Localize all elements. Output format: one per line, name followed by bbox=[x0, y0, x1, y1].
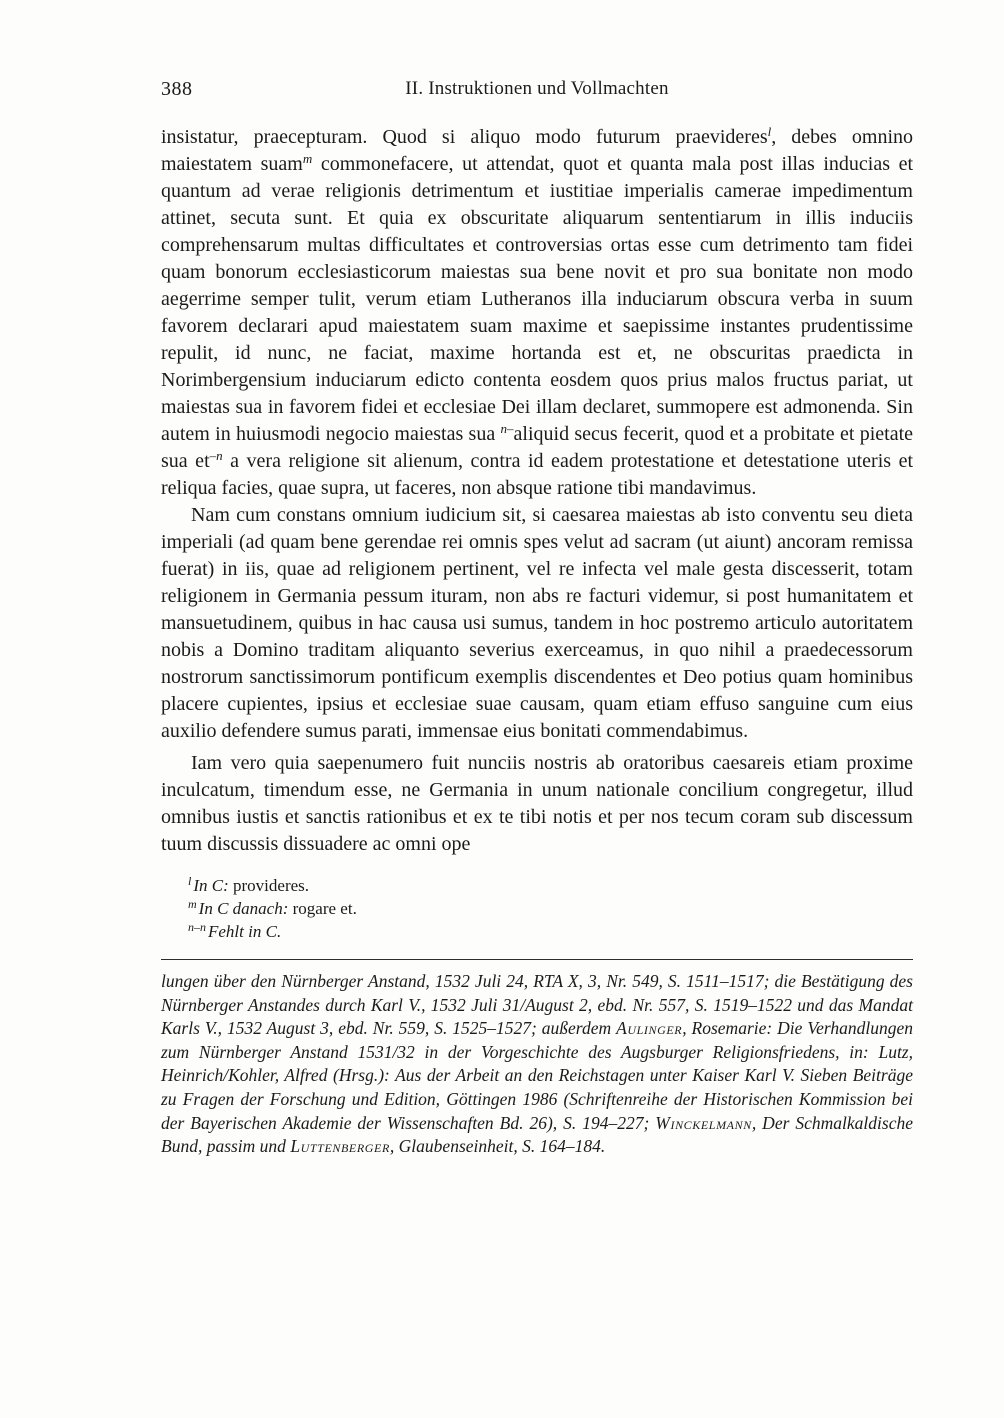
apparatus-note-m bbox=[188, 897, 913, 920]
main-text bbox=[161, 124, 913, 858]
paragraph-1 bbox=[161, 124, 913, 502]
note-source: Fehlt in C. bbox=[208, 922, 282, 941]
text-run: , debes omnino maiestatem suam bbox=[161, 126, 913, 175]
running-title: II. Instruktionen und Vollmachten bbox=[405, 78, 669, 99]
note-ref-l: l bbox=[767, 124, 772, 139]
text-run: insistatur, praecepturam. Quod si aliquo modo futurum praevideres bbox=[161, 126, 768, 148]
footnote-run: lungen über den Nürnberger Anstand, 1532 Juli 24, RTA X, 3, Nr. 549, S. 1511–1517; die Bestätigung des Nürnberger Anstandes durch Karl V., 1532 Juli 31/August 2, ebd. Nr. 557, S. 1519–1522 und das Mandat Karls V., 1532 August 3, ebd. Nr. 559, S. 1525–1527; außerdem bbox=[161, 971, 913, 1039]
footnote-run: , Rosemarie: Die Verhandlungen zum Nürnberger Anstand 1531/32 in der Vorgeschichte des Augsburger Religionsfriedens, in: Lutz, Heinrich/Kohler, Alfred (Hrsg.): Aus der Arbeit an den Reichstagen unter Kaiser Karl V. Sieben Beiträge zu Fragen der Forschung und Edition, Göttingen 1986 (Schriftenreihe der Historischen Kommission bei der Bayerischen Akademie der Wissenschaften Bd. 26), S. 194–227; bbox=[161, 1018, 913, 1133]
note-ref-n-open: n– bbox=[500, 421, 514, 436]
apparatus-note-n bbox=[188, 920, 913, 943]
author-name-smallcaps: Aulinger bbox=[616, 1018, 683, 1039]
text-run: aliquid secus fecerit, quod et a probitate et pietate sua et bbox=[161, 423, 914, 472]
note-ref-m: m bbox=[302, 151, 313, 166]
page-header bbox=[161, 78, 913, 104]
critical-apparatus bbox=[161, 874, 913, 943]
note-ref-n-close: –n bbox=[209, 448, 223, 463]
author-name-smallcaps: Winckelmann bbox=[655, 1112, 752, 1133]
note-sigil: l bbox=[188, 874, 192, 888]
paragraph-2: Nam cum constans omnium iudicium sit, si caesarea maiestas ab isto conventu seu dieta imperiali (ad quam bene gerendae rei omnis spes velut ad sacram (ut aiunt) ancoram remissa fuerat) in iis, quae ad religionem pertinent, vel re infecta vel male gesta discesserit, totam religionem in Germania pessum ituram, non abs re facturi videmur, si post humanitatem et mansuetudinem, quibus in hac causa usi sumus, tandem in hoc postremo articulo autoritatem nobis a Domino traditam aliquanto severius exerceamus, in quo nihil a praedecessorum nostrorum sanctissimorum pontificum exemplis discendentes et Deo potius quam hominibus placere cupientes, ipsius et ecclesiae suae causam, quam etiam effuso sanguine cum eius auxilio defendere sumus parati, immensae eius bonitati commendabimus. bbox=[161, 504, 913, 742]
text-run: a vera religione sit alienum, contra id eadem protestatione et detestatione uteris et reliqua facies, quae supra, ut faceres, non absque ratione tibi mandavimus. bbox=[161, 450, 914, 499]
text-block bbox=[161, 78, 913, 1159]
note-reading: provideres. bbox=[228, 876, 310, 895]
author-name-smallcaps: Luttenberger bbox=[290, 1136, 390, 1157]
note-source: In C: bbox=[193, 876, 229, 895]
apparatus-note-l bbox=[188, 874, 913, 897]
text-run: commonefacere, ut attendat, quot et quanta mala post illas inducias et quantum ad verae religionis detrimentum et iustitiae imperialis camerae impedimentum attinet, secuta sunt. Et quia ex obscuritate aliquarum sententiarum in illis induciis comprehensarum multas difficultates et controversias ortas esse cum detrimento tam fidei quam bonorum ecclesiasticorum maiestas sua bene novit et pro sua bonitate non modo aegerrime semper tulit, verum etiam Lutheranos illa induciarum obscura verba in suum favorem declarari apud maiestatem suam maxime et saepissime instantes prudentissime repulit, id nunc, ne faciat, maxime hortanda est et, ne obscuritas praedicta in Norimbergensium induciarum edicto contenta eosdem quos prius malos fructus pariat, ut maiestas sua in favorem fidei et ecclesiae Dei illam declaret, summopere est admonenda. Sin autem in huiusmodi negocio maiestas sua bbox=[161, 153, 913, 445]
footnote-run: , Glaubenseinheit, S. 164–184. bbox=[389, 1136, 606, 1157]
note-sigil: n–n bbox=[188, 920, 206, 934]
note-sigil: m bbox=[188, 897, 197, 911]
note-reading: rogare et. bbox=[288, 899, 357, 918]
note-source: In C danach: bbox=[198, 899, 289, 918]
footnote-separator bbox=[161, 959, 913, 960]
page-number: 388 bbox=[161, 78, 193, 100]
footnote-run: , Der Schmalkaldische Bund, passim und bbox=[161, 1112, 913, 1157]
footnote-text bbox=[161, 970, 913, 1159]
paragraph-3: Iam vero quia saepenumero fuit nunciis nostris ab oratoribus caesareis etiam proxime inculcatum, timendum esse, ne Germania in unum nationale concilium congregetur, illud omnibus iustis et sanctis rationibus et ex te tibi notis et per nos tecum coram sub discessum tuum discussis dissuadere ac omni ope bbox=[161, 752, 913, 855]
